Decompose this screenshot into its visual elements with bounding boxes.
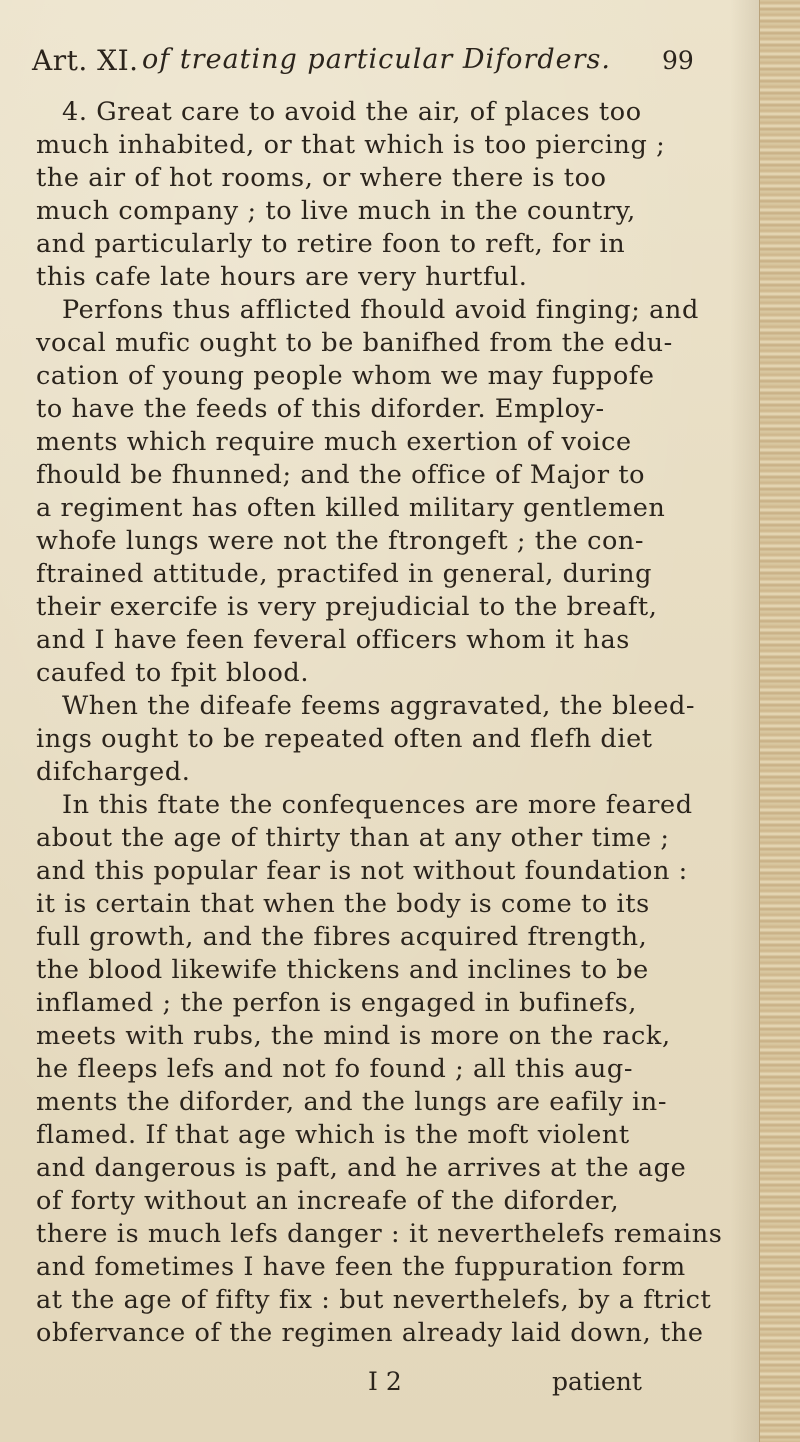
text-line: and I have feen feveral officers whom it has xyxy=(36,625,630,655)
text-line: and fometimes I have feen the fuppuration form xyxy=(36,1252,686,1282)
text-line: ings ought to be repeated often and flefh diet xyxy=(36,724,653,754)
text-line: to have the feeds of this diforder. Employ- xyxy=(36,394,605,424)
text-line: meets with rubs, the mind is more on the rack, xyxy=(36,1021,671,1051)
text-line: 4. Great care to avoid the air, of places too xyxy=(62,97,642,127)
text-line: the blood likewife thickens and inclines to be xyxy=(36,955,649,985)
signature-mark: I 2 xyxy=(368,1367,402,1396)
text-line: there is much lefs danger : it neverthelefs remains xyxy=(36,1219,723,1249)
text-line: Perfons thus afflicted fhould avoid finging; and xyxy=(62,295,699,325)
text-line: vocal mufic ought to be banifhed from the edu- xyxy=(36,328,673,358)
text-line: much company ; to live much in the country, xyxy=(36,196,636,226)
text-line: much inhabited, or that which is too piercing ; xyxy=(36,130,666,160)
text-line: flamed. If that age which is the moft violent xyxy=(36,1120,630,1150)
text-line: inflamed ; the perfon is engaged in bufinefs, xyxy=(36,988,637,1018)
text-line: he fleeps lefs and not fo found ; all this aug- xyxy=(36,1054,634,1084)
text-line: caufed to fpit blood. xyxy=(36,658,310,688)
text-line: their exercife is very prejudicial to the breaft, xyxy=(36,592,658,622)
text-line: whofe lungs were not the ftrongeft ; the con- xyxy=(36,526,645,556)
text-line: ments which require much exertion of voice xyxy=(36,427,632,457)
text-line: this cafe late hours are very hurtful. xyxy=(36,262,528,292)
text-line: and particularly to retire foon to reft, for in xyxy=(36,229,626,259)
text-line: about the age of thirty than at any other time ; xyxy=(36,823,670,853)
text-line: difcharged. xyxy=(36,757,191,787)
catchword: patient xyxy=(552,1367,642,1396)
text-line: it is certain that when the body is come to its xyxy=(36,889,650,919)
text-line: the air of hot rooms, or where there is too xyxy=(36,163,607,193)
text-line: and dangerous is paft, and he arrives at the age xyxy=(36,1153,687,1183)
running-title: of treating particular Diforders. xyxy=(142,44,611,75)
text-line: and this popular fear is not without foundation : xyxy=(36,856,688,886)
text-line: In this ftate the confequences are more feared xyxy=(62,790,693,820)
text-line: at the age of fifty fix : but neverthelefs, by a ftrict xyxy=(36,1285,712,1315)
text-line: fhould be fhunned; and the office of Major to xyxy=(36,460,646,490)
text-line: ftrained attitude, practifed in general, during xyxy=(36,559,653,589)
text-line: When the difeafe feems aggravated, the bleed- xyxy=(62,691,696,721)
page-number: 99 xyxy=(662,46,694,75)
text-line: of forty without an increafe of the diforder, xyxy=(36,1186,620,1216)
text-line: obfervance of the regimen already laid down, the xyxy=(36,1318,704,1348)
text-line: full growth, and the fibres acquired ftrength, xyxy=(36,922,648,952)
text-line: cation of young people whom we may fuppofe xyxy=(36,361,655,391)
text-line: ments the diforder, and the lungs are eafily in- xyxy=(36,1087,668,1117)
article-number: Art. XI. xyxy=(32,44,139,77)
text-line: a regiment has often killed military gentlemen xyxy=(36,493,666,523)
